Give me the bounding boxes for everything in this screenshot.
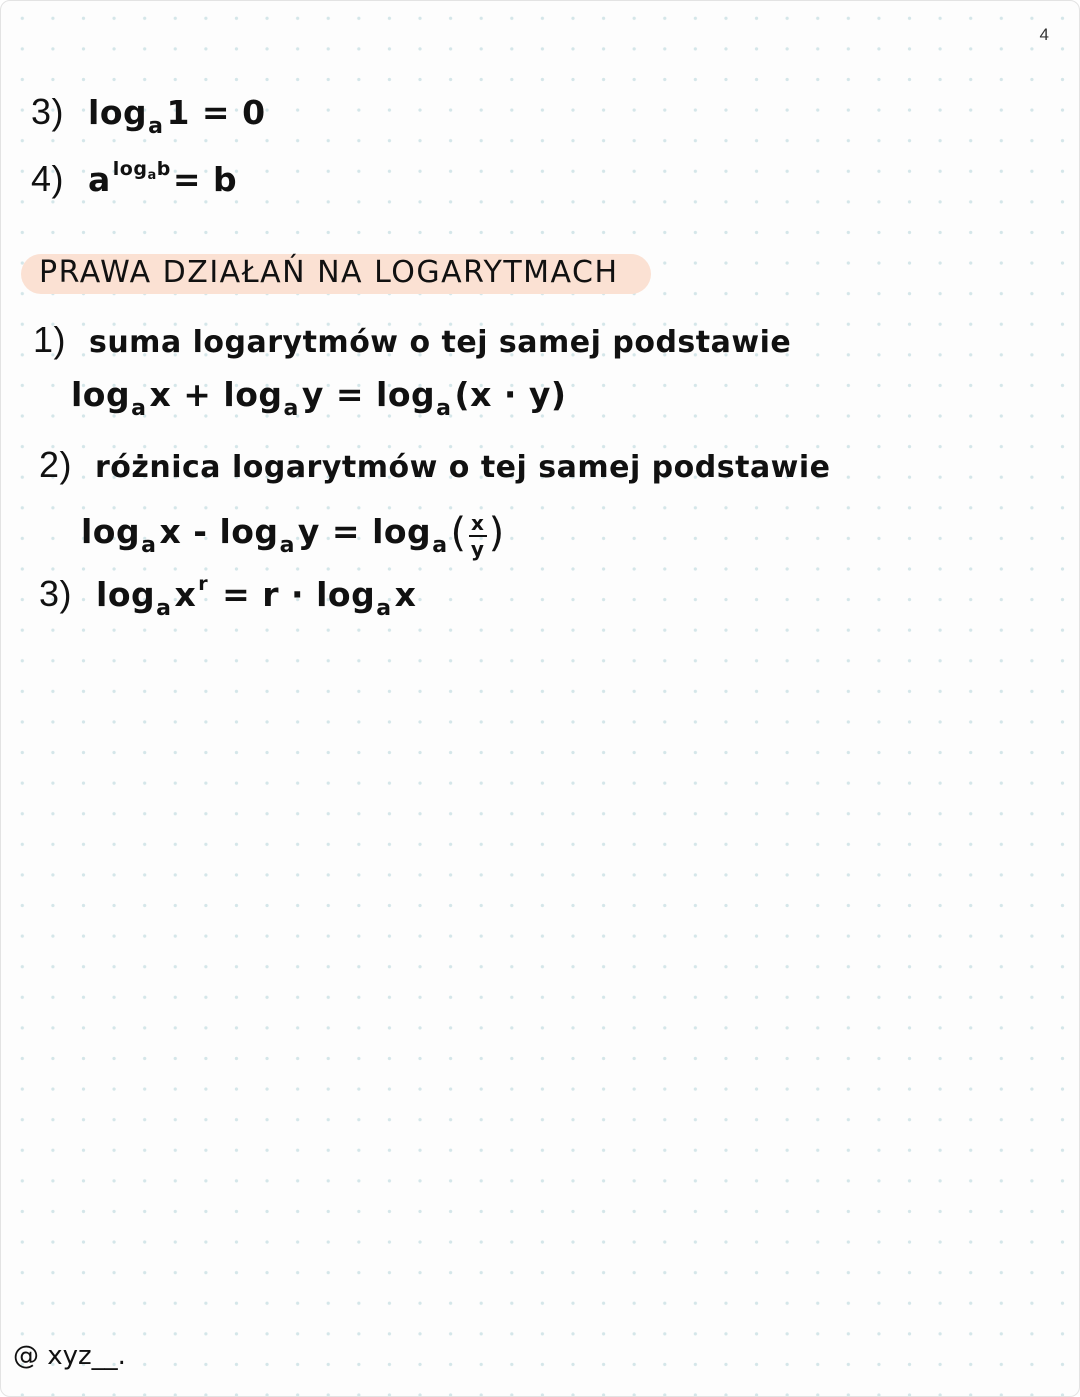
property-3 xyxy=(31,91,266,139)
rule-1-title xyxy=(33,319,791,361)
log-text: log xyxy=(376,375,436,414)
fraction-numerator: x xyxy=(470,510,485,535)
formula-part: x + xyxy=(149,375,212,414)
log-base: a xyxy=(283,396,299,421)
log-text: log xyxy=(81,512,141,551)
rule-number: 2) xyxy=(39,444,73,485)
property-number: 3) xyxy=(31,91,65,132)
log-text: log xyxy=(219,512,279,551)
log-text: log xyxy=(223,375,283,414)
log-base: a xyxy=(436,396,452,421)
log-base: a xyxy=(376,596,392,621)
rule-2-title xyxy=(39,444,831,486)
log-base: a xyxy=(279,533,295,558)
log-text: log xyxy=(71,375,131,414)
rule-3-formula xyxy=(39,573,417,621)
close-paren: ) xyxy=(488,510,505,556)
formula-rest: 1 = 0 xyxy=(166,93,266,132)
log-base: a xyxy=(141,533,157,558)
log-base: a xyxy=(432,533,448,558)
formula-part: x xyxy=(394,575,417,614)
property-number: 4) xyxy=(31,158,65,199)
log-base: a xyxy=(156,596,172,621)
log-text: log xyxy=(96,575,156,614)
author-signature: @ xyz__. xyxy=(13,1341,126,1371)
page-number: 4 xyxy=(1039,25,1049,44)
section-heading: PRAWA DZIAŁAŃ NA LOGARYTMACH xyxy=(39,255,619,290)
formula-part: y = xyxy=(297,512,361,551)
rule-title-text: różnica logarytmów o tej samej podstawie xyxy=(94,450,831,485)
formula-part: x xyxy=(174,575,197,614)
rule-number: 1) xyxy=(33,319,67,360)
exponent: r xyxy=(198,573,209,595)
base-text: a xyxy=(88,160,111,199)
property-4 xyxy=(31,158,237,200)
formula-part: x - xyxy=(159,512,208,551)
formula-part: = r · xyxy=(222,575,305,614)
formula-rest: = b xyxy=(172,160,238,199)
open-paren: ( xyxy=(450,510,467,556)
exp-arg: b xyxy=(156,158,171,180)
exponent xyxy=(112,158,171,183)
log-base: a xyxy=(131,396,147,421)
rule-number: 3) xyxy=(39,573,73,614)
formula-part: y = xyxy=(301,375,365,414)
exp-log-base: a xyxy=(147,168,157,183)
exp-log: log xyxy=(112,158,148,180)
fraction xyxy=(469,510,487,561)
log-text: log xyxy=(372,512,432,551)
log-text: log xyxy=(88,93,148,132)
rule-2-formula xyxy=(81,507,505,561)
rule-1-formula xyxy=(71,375,567,421)
fraction-denominator: y xyxy=(470,536,485,561)
log-text: log xyxy=(316,575,376,614)
rule-title-text: suma logarytmów o tej samej podstawie xyxy=(88,325,792,360)
formula-part: (x · y) xyxy=(454,375,567,414)
log-base: a xyxy=(148,114,164,139)
